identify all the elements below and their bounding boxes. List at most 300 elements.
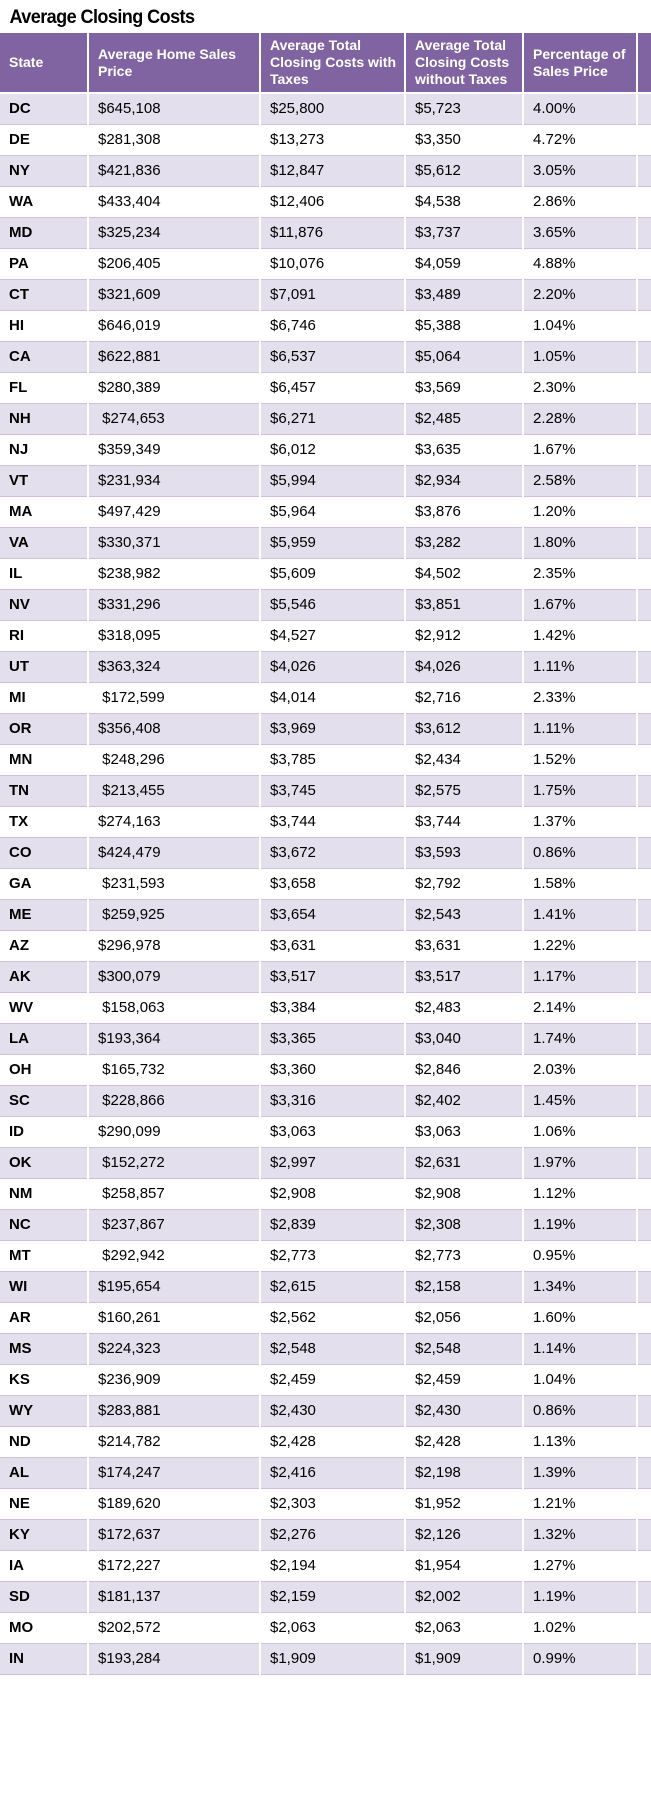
state-cell: MN xyxy=(0,744,88,775)
without-taxes-cell: $3,282 xyxy=(405,527,523,558)
home-sales-price-cell: $290,099 xyxy=(88,1116,260,1147)
cutoff-cell xyxy=(637,1457,651,1488)
percentage-cell: 0.95% xyxy=(523,1240,637,1271)
state-cell: NM xyxy=(0,1178,88,1209)
closing-costs-table xyxy=(0,33,651,1675)
percentage-cell: 1.11% xyxy=(523,651,637,682)
state-cell: VA xyxy=(0,527,88,558)
table-row xyxy=(0,620,651,651)
state-cell: CO xyxy=(0,837,88,868)
without-taxes-cell: $2,548 xyxy=(405,1333,523,1364)
home-sales-price-cell: $622,881 xyxy=(88,341,260,372)
table-row xyxy=(0,1333,651,1364)
state-cell: ME xyxy=(0,899,88,930)
without-taxes-cell: $2,063 xyxy=(405,1612,523,1643)
cutoff-cell xyxy=(637,403,651,434)
with-taxes-cell: $6,271 xyxy=(260,403,405,434)
with-taxes-cell: $5,959 xyxy=(260,527,405,558)
percentage-cell: 4.72% xyxy=(523,124,637,155)
home-sales-price-cell: $433,404 xyxy=(88,186,260,217)
with-taxes-cell: $2,063 xyxy=(260,1612,405,1643)
state-cell: NV xyxy=(0,589,88,620)
header-row xyxy=(0,33,651,93)
cutoff-cell xyxy=(637,155,651,186)
home-sales-price-cell: $193,364 xyxy=(88,1023,260,1054)
with-taxes-cell: $2,548 xyxy=(260,1333,405,1364)
table-row xyxy=(0,403,651,434)
state-cell: MA xyxy=(0,496,88,527)
percentage-cell: 1.97% xyxy=(523,1147,637,1178)
percentage-cell: 1.37% xyxy=(523,806,637,837)
without-taxes-cell: $2,631 xyxy=(405,1147,523,1178)
without-taxes-cell: $3,635 xyxy=(405,434,523,465)
home-sales-price-cell: $238,982 xyxy=(88,558,260,589)
without-taxes-cell: $2,773 xyxy=(405,1240,523,1271)
without-taxes-cell: $3,489 xyxy=(405,279,523,310)
table-row xyxy=(0,1085,651,1116)
home-sales-price-cell: $300,079 xyxy=(88,961,260,992)
with-taxes-cell: $12,406 xyxy=(260,186,405,217)
state-cell: DC xyxy=(0,93,88,124)
with-taxes-cell: $4,014 xyxy=(260,682,405,713)
percentage-cell: 1.60% xyxy=(523,1302,637,1333)
cutoff-cell xyxy=(637,1023,651,1054)
cutoff-cell xyxy=(637,527,651,558)
with-taxes-cell: $2,303 xyxy=(260,1488,405,1519)
home-sales-price-cell: $236,909 xyxy=(88,1364,260,1395)
cutoff-cell xyxy=(637,1054,651,1085)
state-cell: KS xyxy=(0,1364,88,1395)
home-sales-price-cell: $224,323 xyxy=(88,1333,260,1364)
table-row xyxy=(0,1457,651,1488)
table-row xyxy=(0,1054,651,1085)
table-row xyxy=(0,558,651,589)
cutoff-cell xyxy=(637,93,651,124)
table-row xyxy=(0,1116,651,1147)
table-row xyxy=(0,837,651,868)
home-sales-price-cell: $160,261 xyxy=(88,1302,260,1333)
home-sales-price-cell: $292,942 xyxy=(88,1240,260,1271)
table-row xyxy=(0,1395,651,1426)
percentage-cell: 1.67% xyxy=(523,589,637,620)
table-row xyxy=(0,527,651,558)
home-sales-price-cell: $280,389 xyxy=(88,372,260,403)
state-cell: NC xyxy=(0,1209,88,1240)
with-taxes-cell: $3,631 xyxy=(260,930,405,961)
without-taxes-cell: $1,952 xyxy=(405,1488,523,1519)
table-row xyxy=(0,496,651,527)
table-row xyxy=(0,1550,651,1581)
with-taxes-cell: $2,459 xyxy=(260,1364,405,1395)
page-title: Average Closing Costs xyxy=(9,7,195,28)
state-cell: MT xyxy=(0,1240,88,1271)
cutoff-cell xyxy=(637,248,651,279)
cutoff-cell xyxy=(637,1364,651,1395)
table-row xyxy=(0,868,651,899)
home-sales-price-cell: $202,572 xyxy=(88,1612,260,1643)
table-row xyxy=(0,1519,651,1550)
with-taxes-cell: $4,527 xyxy=(260,620,405,651)
home-sales-price-cell: $497,429 xyxy=(88,496,260,527)
without-taxes-cell: $3,737 xyxy=(405,217,523,248)
without-taxes-cell: $2,912 xyxy=(405,620,523,651)
table-row xyxy=(0,992,651,1023)
state-cell: CA xyxy=(0,341,88,372)
with-taxes-cell: $3,316 xyxy=(260,1085,405,1116)
without-taxes-cell: $3,744 xyxy=(405,806,523,837)
table-row xyxy=(0,186,651,217)
percentage-cell: 2.28% xyxy=(523,403,637,434)
percentage-cell: 1.19% xyxy=(523,1209,637,1240)
percentage-cell: 2.35% xyxy=(523,558,637,589)
cutoff-cell xyxy=(637,1581,651,1612)
with-taxes-cell: $7,091 xyxy=(260,279,405,310)
percentage-cell: 1.52% xyxy=(523,744,637,775)
home-sales-price-cell: $152,272 xyxy=(88,1147,260,1178)
percentage-cell: 0.86% xyxy=(523,837,637,868)
cutoff-cell xyxy=(637,744,651,775)
table-row xyxy=(0,465,651,496)
state-cell: HI xyxy=(0,310,88,341)
cutoff-cell xyxy=(637,1085,651,1116)
state-cell: WV xyxy=(0,992,88,1023)
percentage-cell: 1.42% xyxy=(523,620,637,651)
state-cell: PA xyxy=(0,248,88,279)
without-taxes-cell: $5,388 xyxy=(405,310,523,341)
without-taxes-cell: $2,126 xyxy=(405,1519,523,1550)
home-sales-price-cell: $645,108 xyxy=(88,93,260,124)
home-sales-price-cell: $172,599 xyxy=(88,682,260,713)
state-cell: WI xyxy=(0,1271,88,1302)
with-taxes-cell: $5,546 xyxy=(260,589,405,620)
state-cell: UT xyxy=(0,651,88,682)
state-cell: TX xyxy=(0,806,88,837)
percentage-cell: 3.65% xyxy=(523,217,637,248)
without-taxes-cell: $4,026 xyxy=(405,651,523,682)
percentage-cell: 1.13% xyxy=(523,1426,637,1457)
cutoff-cell xyxy=(637,1302,651,1333)
table-row xyxy=(0,1612,651,1643)
without-taxes-cell: $2,792 xyxy=(405,868,523,899)
home-sales-price-cell: $248,296 xyxy=(88,744,260,775)
table-row xyxy=(0,1178,651,1209)
without-taxes-cell: $3,569 xyxy=(405,372,523,403)
cutoff-cell xyxy=(637,868,651,899)
table-body xyxy=(0,93,651,1674)
state-cell: DE xyxy=(0,124,88,155)
table-row xyxy=(0,1364,651,1395)
percentage-cell: 1.11% xyxy=(523,713,637,744)
without-taxes-cell: $2,575 xyxy=(405,775,523,806)
percentage-cell: 1.27% xyxy=(523,1550,637,1581)
percentage-cell: 1.34% xyxy=(523,1271,637,1302)
home-sales-price-cell: $274,163 xyxy=(88,806,260,837)
table-row xyxy=(0,899,651,930)
without-taxes-cell: $2,158 xyxy=(405,1271,523,1302)
percentage-cell: 1.74% xyxy=(523,1023,637,1054)
table-row xyxy=(0,1426,651,1457)
state-cell: KY xyxy=(0,1519,88,1550)
home-sales-price-cell: $363,324 xyxy=(88,651,260,682)
without-taxes-cell: $2,485 xyxy=(405,403,523,434)
with-taxes-cell: $6,537 xyxy=(260,341,405,372)
state-cell: NE xyxy=(0,1488,88,1519)
table-row xyxy=(0,1302,651,1333)
table-row xyxy=(0,682,651,713)
cutoff-cell xyxy=(637,1643,651,1674)
percentage-cell: 0.86% xyxy=(523,1395,637,1426)
percentage-cell: 1.14% xyxy=(523,1333,637,1364)
with-taxes-cell: $2,159 xyxy=(260,1581,405,1612)
state-cell: WA xyxy=(0,186,88,217)
cutoff-cell xyxy=(637,372,651,403)
cutoff-cell xyxy=(637,775,651,806)
percentage-cell: 1.67% xyxy=(523,434,637,465)
percentage-cell: 4.88% xyxy=(523,248,637,279)
cutoff-cell xyxy=(637,341,651,372)
table-row xyxy=(0,1023,651,1054)
without-taxes-cell: $3,631 xyxy=(405,930,523,961)
without-taxes-cell: $3,851 xyxy=(405,589,523,620)
home-sales-price-cell: $330,371 xyxy=(88,527,260,558)
cutoff-cell xyxy=(637,651,651,682)
home-sales-price-cell: $181,137 xyxy=(88,1581,260,1612)
cutoff-cell xyxy=(637,1395,651,1426)
home-sales-price-cell: $274,653 xyxy=(88,403,260,434)
header-state: State xyxy=(0,33,88,93)
without-taxes-cell: $4,538 xyxy=(405,186,523,217)
home-sales-price-cell: $231,934 xyxy=(88,465,260,496)
cutoff-cell xyxy=(637,682,651,713)
with-taxes-cell: $3,969 xyxy=(260,713,405,744)
percentage-cell: 2.30% xyxy=(523,372,637,403)
cutoff-cell xyxy=(637,1209,651,1240)
cutoff-cell xyxy=(637,124,651,155)
cutoff-cell xyxy=(637,1178,651,1209)
home-sales-price-cell: $231,593 xyxy=(88,868,260,899)
home-sales-price-cell: $193,284 xyxy=(88,1643,260,1674)
with-taxes-cell: $2,430 xyxy=(260,1395,405,1426)
percentage-cell: 1.17% xyxy=(523,961,637,992)
percentage-cell: 1.21% xyxy=(523,1488,637,1519)
percentage-cell: 1.12% xyxy=(523,1178,637,1209)
home-sales-price-cell: $189,620 xyxy=(88,1488,260,1519)
percentage-cell: 2.03% xyxy=(523,1054,637,1085)
home-sales-price-cell: $321,609 xyxy=(88,279,260,310)
state-cell: SC xyxy=(0,1085,88,1116)
state-cell: AR xyxy=(0,1302,88,1333)
state-cell: MI xyxy=(0,682,88,713)
home-sales-price-cell: $325,234 xyxy=(88,217,260,248)
state-cell: AL xyxy=(0,1457,88,1488)
home-sales-price-cell: $356,408 xyxy=(88,713,260,744)
table-row xyxy=(0,248,651,279)
state-cell: IN xyxy=(0,1643,88,1674)
without-taxes-cell: $2,198 xyxy=(405,1457,523,1488)
with-taxes-cell: $3,517 xyxy=(260,961,405,992)
table-row xyxy=(0,1643,651,1674)
cutoff-cell xyxy=(637,806,651,837)
home-sales-price-cell: $283,881 xyxy=(88,1395,260,1426)
state-cell: IA xyxy=(0,1550,88,1581)
with-taxes-cell: $3,063 xyxy=(260,1116,405,1147)
state-cell: NH xyxy=(0,403,88,434)
table-row xyxy=(0,279,651,310)
state-cell: OH xyxy=(0,1054,88,1085)
with-taxes-cell: $13,273 xyxy=(260,124,405,155)
cutoff-cell xyxy=(637,589,651,620)
without-taxes-cell: $2,459 xyxy=(405,1364,523,1395)
table-row xyxy=(0,806,651,837)
with-taxes-cell: $5,964 xyxy=(260,496,405,527)
header-closing-costs-with-taxes: Average Total Closing Costs with Taxes xyxy=(260,33,405,93)
with-taxes-cell: $2,194 xyxy=(260,1550,405,1581)
table-row xyxy=(0,651,651,682)
table-row xyxy=(0,217,651,248)
without-taxes-cell: $2,846 xyxy=(405,1054,523,1085)
with-taxes-cell: $10,076 xyxy=(260,248,405,279)
home-sales-price-cell: $213,455 xyxy=(88,775,260,806)
state-cell: SD xyxy=(0,1581,88,1612)
with-taxes-cell: $3,744 xyxy=(260,806,405,837)
state-cell: AK xyxy=(0,961,88,992)
with-taxes-cell: $6,012 xyxy=(260,434,405,465)
state-cell: ND xyxy=(0,1426,88,1457)
table-row xyxy=(0,775,651,806)
table-row xyxy=(0,930,651,961)
header-home-sales-price: Average Home Sales Price xyxy=(88,33,260,93)
state-cell: AZ xyxy=(0,930,88,961)
with-taxes-cell: $3,672 xyxy=(260,837,405,868)
without-taxes-cell: $2,483 xyxy=(405,992,523,1023)
state-cell: MS xyxy=(0,1333,88,1364)
home-sales-price-cell: $318,095 xyxy=(88,620,260,651)
percentage-cell: 1.19% xyxy=(523,1581,637,1612)
cutoff-cell xyxy=(637,1488,651,1519)
home-sales-price-cell: $421,836 xyxy=(88,155,260,186)
with-taxes-cell: $2,839 xyxy=(260,1209,405,1240)
cutoff-cell xyxy=(637,465,651,496)
table-row xyxy=(0,124,651,155)
state-cell: MO xyxy=(0,1612,88,1643)
without-taxes-cell: $2,402 xyxy=(405,1085,523,1116)
without-taxes-cell: $3,612 xyxy=(405,713,523,744)
state-cell: GA xyxy=(0,868,88,899)
percentage-cell: 4.00% xyxy=(523,93,637,124)
without-taxes-cell: $2,430 xyxy=(405,1395,523,1426)
with-taxes-cell: $2,562 xyxy=(260,1302,405,1333)
percentage-cell: 1.20% xyxy=(523,496,637,527)
with-taxes-cell: $3,654 xyxy=(260,899,405,930)
home-sales-price-cell: $281,308 xyxy=(88,124,260,155)
table-row xyxy=(0,1240,651,1271)
state-cell: IL xyxy=(0,558,88,589)
table-row xyxy=(0,713,651,744)
without-taxes-cell: $2,908 xyxy=(405,1178,523,1209)
cutoff-cell xyxy=(637,310,651,341)
without-taxes-cell: $4,059 xyxy=(405,248,523,279)
cutoff-cell xyxy=(637,186,651,217)
with-taxes-cell: $5,609 xyxy=(260,558,405,589)
cutoff-cell xyxy=(637,620,651,651)
cutoff-cell xyxy=(637,1240,651,1271)
state-cell: MD xyxy=(0,217,88,248)
without-taxes-cell: $2,308 xyxy=(405,1209,523,1240)
cutoff-cell xyxy=(637,713,651,744)
header-percentage-of-sales-price: Percentage of Sales Price xyxy=(523,33,637,93)
home-sales-price-cell: $174,247 xyxy=(88,1457,260,1488)
percentage-cell: 1.58% xyxy=(523,868,637,899)
home-sales-price-cell: $331,296 xyxy=(88,589,260,620)
table-row xyxy=(0,155,651,186)
percentage-cell: 2.33% xyxy=(523,682,637,713)
cutoff-cell xyxy=(637,1519,651,1550)
with-taxes-cell: $3,658 xyxy=(260,868,405,899)
without-taxes-cell: $3,876 xyxy=(405,496,523,527)
state-cell: TN xyxy=(0,775,88,806)
cutoff-cell xyxy=(637,558,651,589)
with-taxes-cell: $2,615 xyxy=(260,1271,405,1302)
with-taxes-cell: $2,908 xyxy=(260,1178,405,1209)
table-row xyxy=(0,961,651,992)
without-taxes-cell: $2,428 xyxy=(405,1426,523,1457)
state-cell: VT xyxy=(0,465,88,496)
with-taxes-cell: $12,847 xyxy=(260,155,405,186)
cutoff-cell xyxy=(637,930,651,961)
percentage-cell: 1.06% xyxy=(523,1116,637,1147)
home-sales-price-cell: $359,349 xyxy=(88,434,260,465)
table-header xyxy=(0,33,651,93)
home-sales-price-cell: $195,654 xyxy=(88,1271,260,1302)
table-row xyxy=(0,372,651,403)
without-taxes-cell: $2,934 xyxy=(405,465,523,496)
state-cell: WY xyxy=(0,1395,88,1426)
state-cell: OK xyxy=(0,1147,88,1178)
home-sales-price-cell: $172,637 xyxy=(88,1519,260,1550)
with-taxes-cell: $2,997 xyxy=(260,1147,405,1178)
without-taxes-cell: $3,517 xyxy=(405,961,523,992)
table-row xyxy=(0,1488,651,1519)
home-sales-price-cell: $206,405 xyxy=(88,248,260,279)
table-row xyxy=(0,341,651,372)
without-taxes-cell: $5,064 xyxy=(405,341,523,372)
percentage-cell: 1.75% xyxy=(523,775,637,806)
home-sales-price-cell: $424,479 xyxy=(88,837,260,868)
cutoff-cell xyxy=(637,992,651,1023)
cutoff-cell xyxy=(637,1612,651,1643)
state-cell: CT xyxy=(0,279,88,310)
cutoff-cell xyxy=(637,961,651,992)
without-taxes-cell: $2,543 xyxy=(405,899,523,930)
without-taxes-cell: $3,063 xyxy=(405,1116,523,1147)
with-taxes-cell: $3,785 xyxy=(260,744,405,775)
with-taxes-cell: $2,773 xyxy=(260,1240,405,1271)
home-sales-price-cell: $214,782 xyxy=(88,1426,260,1457)
percentage-cell: 1.45% xyxy=(523,1085,637,1116)
cutoff-cell xyxy=(637,217,651,248)
with-taxes-cell: $3,384 xyxy=(260,992,405,1023)
with-taxes-cell: $2,416 xyxy=(260,1457,405,1488)
without-taxes-cell: $4,502 xyxy=(405,558,523,589)
without-taxes-cell: $2,056 xyxy=(405,1302,523,1333)
without-taxes-cell: $2,434 xyxy=(405,744,523,775)
with-taxes-cell: $3,360 xyxy=(260,1054,405,1085)
cutoff-cell xyxy=(637,496,651,527)
header-closing-costs-without-taxes: Average Total Closing Costs without Taxes xyxy=(405,33,523,93)
home-sales-price-cell: $158,063 xyxy=(88,992,260,1023)
cutoff-cell xyxy=(637,899,651,930)
percentage-cell: 1.39% xyxy=(523,1457,637,1488)
